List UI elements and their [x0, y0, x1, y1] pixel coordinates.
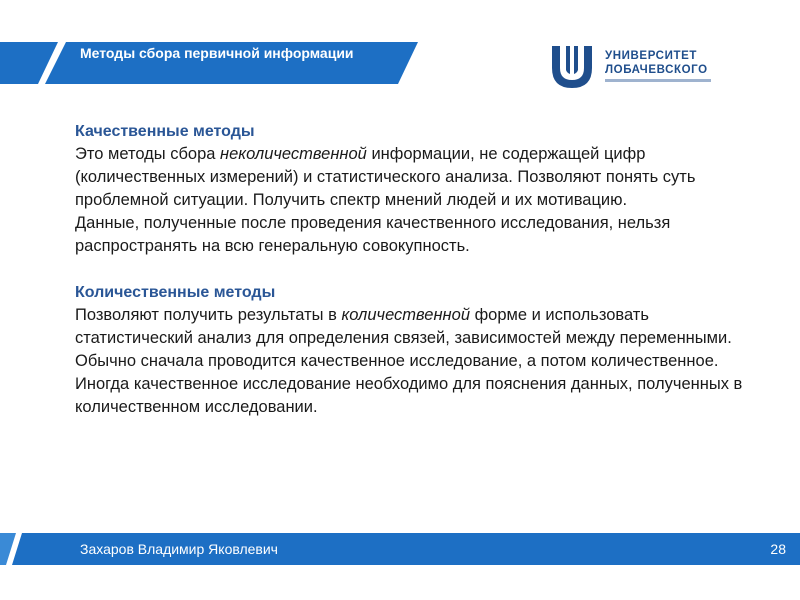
- logo-text-line2: ЛОБАЧЕВСКОГО: [605, 64, 708, 76]
- footer-author: Захаров Владимир Яковлевич: [80, 541, 278, 557]
- quantitative-emphasis: количественной: [341, 306, 470, 324]
- quantitative-paragraph-2: Обычно сначала проводится качественное исследование, а потом количественное. Иногда качественное исследование необходимо для пояснения данных, полученных в количественном исследовании.: [75, 352, 743, 416]
- slide-content: [75, 120, 755, 419]
- page-title: Методы сбора первичной информации: [80, 45, 354, 61]
- qualitative-paragraph-1: Это методы сбора неколичественной информации, не содержащей цифр (количественных измерений) и статистического анализа. Позволяют понять суть проблемной ситуации. Получить спектр мнений людей и их мотивацию.: [75, 145, 696, 209]
- quantitative-paragraph-1: Позволяют получить результаты в количественной форме и использовать статистический анализ для определения связей, зависимостей между переменными.: [75, 306, 732, 347]
- quantitative-heading: Количественные методы: [75, 284, 276, 301]
- logo-subtitle-rule: [605, 79, 711, 82]
- page-number: 28: [770, 541, 786, 557]
- qualitative-emphasis: неколичественной: [220, 145, 367, 163]
- university-emblem-icon: [548, 42, 596, 90]
- qualitative-heading: Качественные методы: [75, 123, 255, 140]
- university-logo: [548, 42, 718, 90]
- qualitative-paragraph-2: Данные, полученные после проведения качественного исследования, нельзя распространять на всю генеральную совокупность.: [75, 214, 671, 255]
- logo-text-line1: УНИВЕРСИТЕТ: [605, 50, 697, 62]
